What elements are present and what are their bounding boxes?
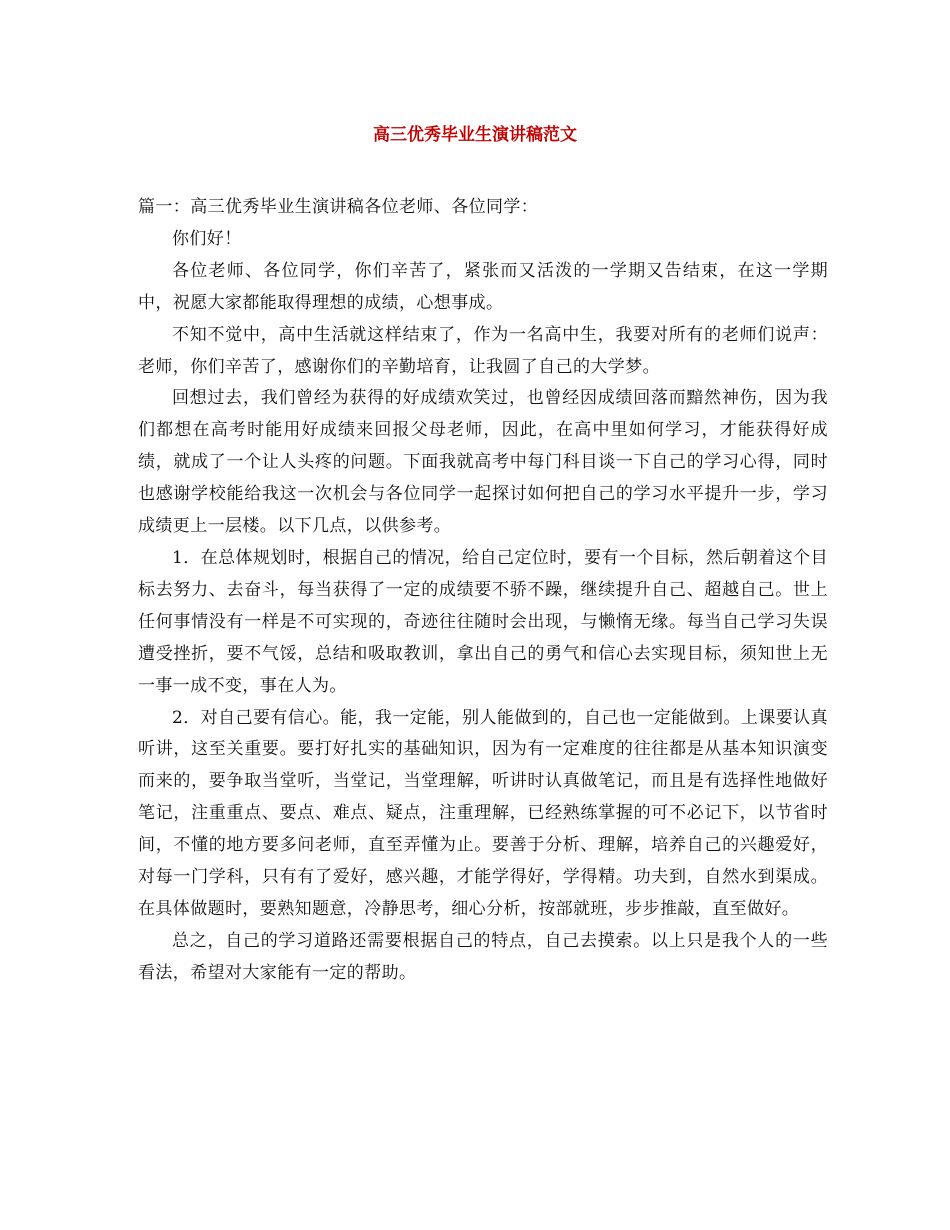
paragraph-conclusion: 总之，自己的学习道路还需要根据自己的特点，自己去摸索。以上只是我个人的一些看法，希望对大家能有一定的帮助。 xyxy=(138,930,828,983)
paragraph: 不知不觉中，高中生活就这样结束了，作为一名高中生，我要对所有的老师们说声：老师，你们辛苦了，感谢你们的辛勤培育，让我圆了自己的大学梦。 xyxy=(138,324,828,377)
document-body xyxy=(138,192,828,990)
document-title: 高三优秀毕业生演讲稿范文 xyxy=(373,125,577,145)
section-heading: 篇一：高三优秀毕业生演讲稿各位老师、各位同学： xyxy=(138,197,539,217)
paragraph-point-1: 1．在总体规划时，根据自己的情况，给自己定位时，要有一个目标，然后朝着这个目标去努力、去奋斗，每当获得了一定的成绩要不骄不躁，继续提升自己、超越自己。世上任何事情没有一样是不可实现的，奇迹往往随时会出现，与懒惰无缘。每当自己学习失误遭受挫折，要不气馁，总结和吸取教训，拿出自己的勇气和信心去实现目标，须知世上无一事一成不变，事在人为。 xyxy=(138,547,828,696)
paragraph-greeting: 你们好！ xyxy=(172,228,242,249)
paragraph-point-2: 2．对自己要有信心。能，我一定能，别人能做到的，自己也一定能做到。上课要认真听讲，这至关重要。要打好扎实的基础知识，因为有一定难度的往往都是从基本知识演变而来的，要争取当堂听，当堂记，当堂理解，听讲时认真做笔记，而且是有选择性地做好笔记，注重重点、要点、难点、疑点，注重理解，已经熟练掌握的可不必记下，以节省时间，不懂的地方要多问老师，直至弄懂为止。要善于分析、理解，培养自己的兴趣爱好，对每一门学科，只有有了爱好，感兴趣，才能学得好，学得精。功夫到，自然水到渠成。在具体做题时，要熟知题意，冷静思考，细心分析，按部就班，步步推敲，直至做好。 xyxy=(138,707,828,919)
paragraph: 回想过去，我们曾经为获得的好成绩欢笑过，也曾经因成绩回落而黯然神伤，因为我们都想在高考时能用好成绩来回报父母老师，因此，在高中里如何学习，才能获得好成绩，就成了一个让人头疼的问题。下面我就高考中每门科目谈一下自己的学习心得，同时也感谢学校能给我这一次机会与各位同学一起探讨如何把自己的学习水平提升一步，学习成绩更上一层楼。以下几点，以供参考。 xyxy=(138,388,828,537)
paragraph: 各位老师、各位同学，你们辛苦了，紧张而又活泼的一学期又告结束，在这一学期中，祝愿大家都能取得理想的成绩，心想事成。 xyxy=(138,260,828,313)
